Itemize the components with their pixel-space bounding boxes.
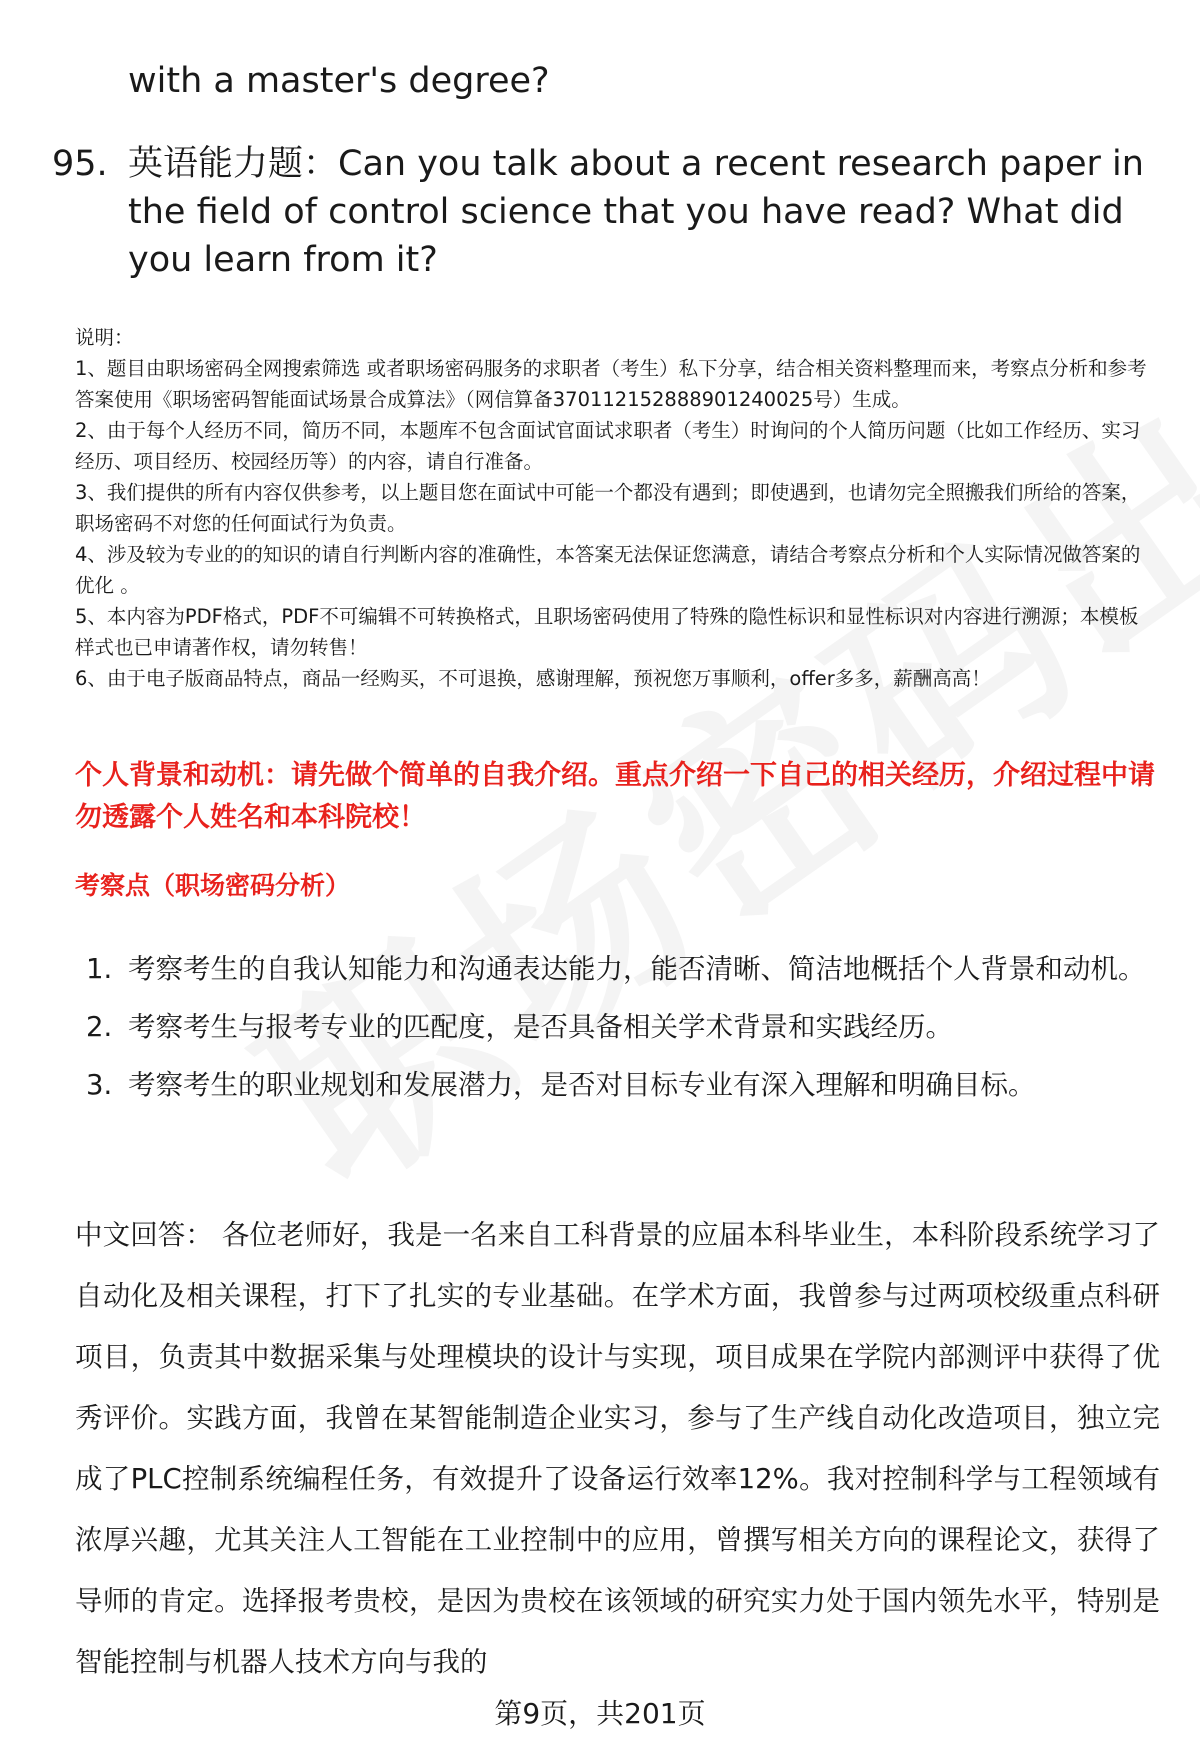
- analysis-heading: 考察点（职场密码分析）: [75, 871, 351, 900]
- analysis-point: [80, 940, 1160, 998]
- answer-label: 中文回答：: [75, 1219, 213, 1251]
- note-item: 2、由于每个人经历不同，简历不同，本题库不包含面试官面试求职者（考生）时询问的个人简历问题（比如工作经历、实习经历、项目经历、校园经历等）的内容，请自行准备。: [75, 419, 1141, 473]
- point-number: 1.: [86, 953, 113, 985]
- point-text: 考察考生的自我认知能力和沟通表达能力，能否清晰、简洁地概括个人背景和动机。: [128, 953, 1146, 985]
- note-item: 1、题目由职场密码全网搜索筛选 或者职场密码服务的求职者（考生）私下分享，结合相关资料整理而来，考察点分析和参考答案使用《职场密码智能面试场景合成算法》（网信算备370112152888901240025号）生成。: [75, 357, 1147, 411]
- point-number: 2.: [86, 1011, 113, 1043]
- analysis-points-list: [80, 940, 1160, 1114]
- notes-title: 说明：: [75, 326, 134, 349]
- question-text: 英语能力题：Can you talk about a recent research paper in the field of control science that you have read? What did you learn from it?: [128, 144, 1144, 280]
- page-footer: 第9页，共201页: [494, 1697, 706, 1730]
- analysis-point: [80, 1056, 1160, 1114]
- answer-text: 各位老师好，我是一名来自工科背景的应届本科毕业生，本科阶段系统学习了自动化及相关课程，打下了扎实的专业基础。在学术方面，我曾参与过两项校级重点科研项目，负责其中数据采集与处理模块的设计与实现，项目成果在学院内部测评中获得了优秀评价。实践方面，我曾在某智能制造企业实习，参与了生产线自动化改造项目，独立完成了PLC控制系统编程任务，有效提升了设备运行效率12%。我对控制科学与工程领域有浓厚兴趣，尤其关注人工智能在工业控制中的应用，曾撰写相关方向的课程论文，获得了导师的肯定。选择报考贵校，是因为贵校在该领域的研究实力处于国内领先水平，特别是智能控制与机器人技术方向与我的: [75, 1219, 1160, 1678]
- section-heading: 个人背景和动机：请先做个简单的自我介绍。重点介绍一下自己的相关经历，介绍过程中请勿透露个人姓名和本科院校！: [75, 760, 1155, 833]
- point-number: 3.: [86, 1069, 113, 1101]
- notes-section: [75, 322, 1155, 694]
- note-item: 6、由于电子版商品特点，商品一经购买，不可退换，感谢理解，预祝您万事顺利，offer多多，薪酬高高！: [75, 667, 991, 690]
- question-continuation: with a master's degree?: [128, 61, 550, 101]
- note-item: 3、我们提供的所有内容仅供参考，以上题目您在面试中可能一个都没有遇到；即使遇到，也请勿完全照搬我们所给的答案，职场密码不对您的任何面试行为负责。: [75, 481, 1141, 535]
- chinese-answer: [75, 1205, 1160, 1693]
- point-text: 考察考生的职业规划和发展潜力，是否对目标专业有深入理解和明确目标。: [128, 1069, 1036, 1101]
- point-text: 考察考生与报考专业的匹配度，是否具备相关学术背景和实践经历。: [128, 1011, 953, 1043]
- question-number: 95.: [52, 144, 108, 184]
- note-item: 5、本内容为PDF格式，PDF不可编辑不可转换格式，且职场密码使用了特殊的隐性标识和显性标识对内容进行溯源；本模板样式也已申请著作权，请勿转售！: [75, 605, 1139, 659]
- analysis-point: [80, 998, 1160, 1056]
- note-item: 4、涉及较为专业的的知识的请自行判断内容的准确性，本答案无法保证您满意，请结合考察点分析和个人实际情况做答案的优化 。: [75, 543, 1141, 597]
